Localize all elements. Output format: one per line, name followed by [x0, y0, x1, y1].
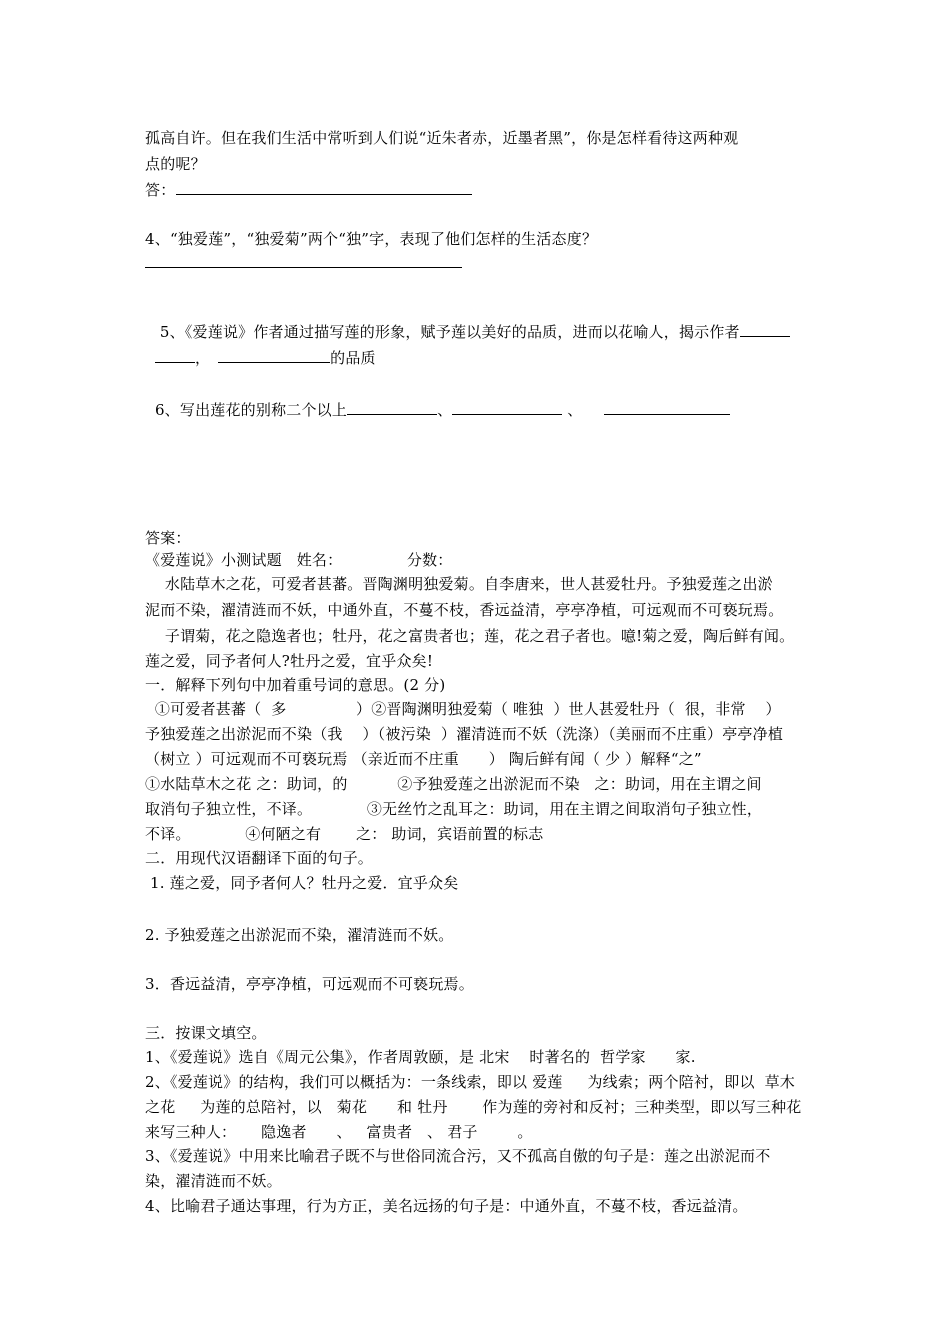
section1-line1: ①可爱者甚蕃（ 多 ）②晋陶渊明独爱菊（ 唯独 ）世人甚爱牡丹（ 很，非常 ）	[145, 700, 781, 718]
q6-sep-2: 、	[562, 401, 583, 419]
q3-text-line2: 点的呢？	[145, 155, 206, 173]
q6-blank-2[interactable]	[452, 400, 562, 415]
section2-item2: 2. 予独爱莲之出淤泥而不染，濯清涟而不妖。	[145, 926, 454, 944]
section1-line2: 予独爱莲之出淤泥而不染（我 ）（被污染 ）濯清涟而不妖（洗涤）（美丽而不庄重）亭亭净植	[145, 725, 784, 743]
passage-p1-line1: 水陆草木之花，可爱者甚蕃。晋陶渊明独爱菊。自李唐来，世人甚爱牡丹。予独爱莲之出淤	[145, 575, 773, 593]
section2-title: 二．用现代汉语翻译下面的句子。	[145, 849, 374, 867]
q5-text-line1	[145, 302, 790, 341]
section1-line5: 取消句子独立性，不译。 ③无丝竹之乱耳之：助词，用在主谓之间取消句子独立性，	[145, 800, 763, 818]
q6-blank-3[interactable]	[604, 400, 730, 415]
section3-item3-line1: 3、《爱莲说》中用来比喻君子既不与世俗同流合污，又不孤高自傲的句子是：莲之出淤泥而不	[145, 1147, 771, 1165]
q5-text-line2	[145, 328, 376, 367]
q3-answer-blank[interactable]	[176, 194, 472, 195]
q5-blank-1b[interactable]	[155, 348, 195, 363]
q5-blank-1a[interactable]	[740, 322, 790, 337]
passage-p2-line1: 子谓菊，花之隐逸者也；牡丹，花之富贵者也；莲，花之君子者也。噫!菊之爱，陶后鲜有闻。	[145, 627, 795, 645]
q5-blank-2[interactable]	[218, 348, 330, 363]
passage-p2-line2: 莲之爱，同予者何人?牡丹之爱，宜乎众矣!	[145, 652, 434, 670]
q6-prefix: 6、写出莲花的别称二个以上	[154, 401, 348, 419]
section1-line6: 不译。 ④何陋之有 之： 助词，宾语前置的标志	[145, 825, 544, 843]
section1-title: 一．解释下列句中加着重号词的意思。(2 分)	[145, 676, 446, 694]
q6-sep-1: 、	[437, 401, 453, 419]
section3-item3-line2: 染，濯清涟而不妖。	[145, 1172, 282, 1190]
section2-item3: 3．香远益清，亭亭净植，可远观而不可亵玩焉。	[145, 975, 474, 993]
section2-item1: 1. 莲之爱，同予者何人？牡丹之爱．宜乎众矣	[145, 874, 459, 892]
q5-text: 5、《爱莲说》作者通过描写莲的形象，赋予莲以美好的品质，进而以花喻人，揭示作者	[154, 323, 740, 341]
q4-answer-blank[interactable]	[145, 267, 462, 268]
section1-line4: ①水陆草木之花 之：助词，的 ②予独爱莲之出淤泥而不染 之：助词，用在主谓之间	[145, 775, 762, 793]
passage-p1-line2: 泥而不染，濯清涟而不妖，中通外直，不蔓不枝，香远益清，亭亭净植，可远观而不可亵玩焉。	[145, 601, 784, 619]
q3-text-line1: 孤高自许。但在我们生活中常听到人们说“近朱者赤，近墨者黑”，你是怎样看待这两种观	[145, 129, 739, 147]
q5-separator: ，	[194, 349, 211, 367]
section1-line3: （树立 ）可远观而不可亵玩焉 （亲近而不庄重 ） 陶后鲜有闻（ 少 ）解释“之”	[145, 750, 702, 768]
section3-item1: 1、《爱莲说》选自《周元公集》，作者周敦颐，是 北宋 时著名的 哲学家 家.	[145, 1048, 696, 1066]
q6-text	[145, 380, 730, 419]
q6-blank-1[interactable]	[347, 400, 437, 415]
q3-answer-label: 答：	[145, 181, 176, 199]
q5-tail: 的品质	[330, 349, 376, 367]
section3-item4: 4、比喻君子通达事理，行为方正，美名远扬的句子是：中通外直，不蔓不枝，香远益清。	[145, 1197, 748, 1215]
answers-title-line: 《爱莲说》小测试题 姓名： 分数：	[145, 551, 453, 569]
section3-item2-line1: 2、《爱莲说》的结构，我们可以概括为：一条线索，即以 爱莲 为线索；两个陪衬，即以 草木	[145, 1073, 795, 1091]
section3-item2-line3: 来写三种人： 隐逸者 、 富贵者 、 君子 。	[145, 1123, 533, 1141]
answers-heading: 答案：	[145, 529, 191, 547]
section3-item2-line2: 之花 为莲的总陪衬，以 菊花 和 牡丹 作为莲的旁衬和反衬；三种类型，即以写三种花	[145, 1098, 802, 1116]
section3-title: 三．按课文填空。	[145, 1024, 267, 1042]
q4-text: 4、“独爱莲”，“独爱菊”两个“独”字，表现了他们怎样的生活态度？	[145, 230, 598, 248]
